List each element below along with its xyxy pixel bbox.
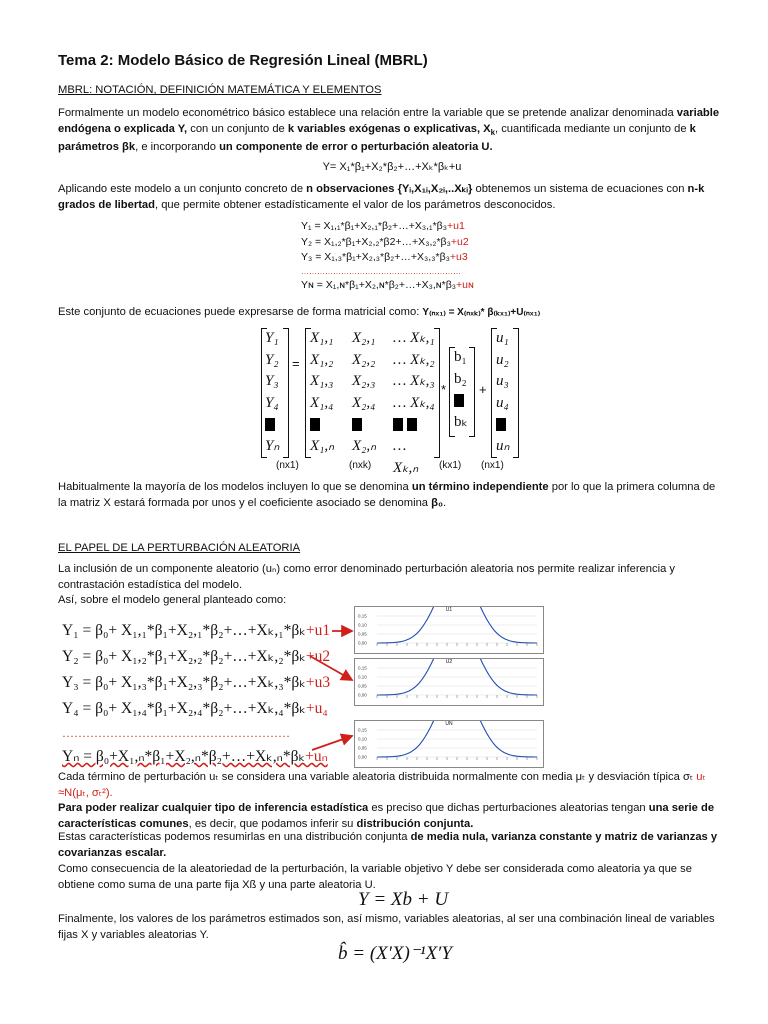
main-equation: Y= X₁*β₁+X₂*β₂+…+Xₖ*βₖ+u [322,161,462,173]
paragraph-inference: Para poder realizar cualquier tipo de inferencia estadística es preciso que dichas perturbaciones aleatorias tengan una serie de características comunes, es decir, que podamos inferir su distribución conjunta. [58,802,715,830]
y-tick-label: 0,05 [358,631,367,637]
paragraph-normal-distribution: Cada término de perturbación uₜ se considera una variable aleatoria distribuida normalmente con media μₜ y desviación típica σₜ uₜ ≈N(μₜ, σₜ²). [58,771,706,799]
equation-system [301,219,474,293]
vector-y: Y₁ Y₂ Y₃ Y₄ Yₙ [265,330,280,454]
stochastic-eq-row: Y₁ = β₀+ X₁,₁*β₁+X₂,₁*β₂+…+Xₖ,₁*βₖ+u1 [62,622,331,639]
stochastic-eq-row: Y₄ = β₀+ X₁,₄*β₁+X₂,₄*β₂+…+Xₖ,₄*βₖ+u₄ [62,700,328,717]
chart-plot [355,721,543,767]
matrix-x-col2: X₂,₁ X₂,₂ X₂,₃ X₂,₄ X₂,ₙ [352,330,377,454]
equals-sign: = [292,356,300,371]
paragraph-estimators: Finalmente, los valores de los parámetros estimados son, así mismo, variables aleatorias, al ser una combinación lineal de variables fijas X y variables aleatorias Y. [58,913,715,941]
arrow-un [312,736,352,750]
formula-y-xb-u: Y = Xb + U [358,889,449,910]
y-tick-label: 0,00 [358,754,367,760]
system-row: Y₂ = X₁,₂*β₁+X₂,₂*β2+…+X₃,₂*β₃+u2 [301,235,469,248]
section-heading-notation: MBRL: NOTACIÓN, DEFINICIÓN MATEMÁTICA Y ELEMENTOS [58,84,382,96]
paragraph-matrix-form: Este conjunto de ecuaciones puede expresarse de forma matricial como: Y₍ₙₓ₁₎ = X₍ₙₓₖ₎* β₍ₖₓ₁₎+U₍ₙₓ₁₎ [58,306,541,318]
paragraph-intercept: Habitualmente la mayoría de los modelos incluyen lo que se denomina un término independiente por lo que la primera columna de la matriz X estará formada por unos y el coeficiente asociado se denomina β₀. [58,481,716,509]
y-tick-label: 0,05 [358,745,367,751]
chart-title: U1 [445,607,453,613]
paragraph-model-intro: Así, sobre el modelo general planteado como: [58,594,287,606]
y-tick-label: 0,00 [358,640,367,646]
plus-sign: + [479,382,487,397]
y-tick-label: 0,15 [358,727,367,733]
y-tick-label: 0,00 [358,692,367,698]
chart-u2 [354,658,544,706]
paragraph-randomness: Como consecuencia de la aleatoriedad de la perturbación, la variable objetivo Y debe ser considerada como aleatoria ya que se obtiene como suma de una parte fija Xß y una parte aleatoria U. [58,863,692,891]
y-tick-label: 0,05 [358,683,367,689]
stochastic-equations [62,618,330,770]
dim-label-u: (nx1) [481,460,504,471]
paragraph-definition: Formalmente un modelo econométrico básico establece una relación entre la variable que se pretende analizar denominada variable endógena o explicada Y, con un conjunto de k variables exógenas o explicativas, $X_k$, cuantificada mediante un conjunto de k parámetros βk, e incorporando un componente de error o perturbación aleatoria U. [58,107,720,154]
system-dots: …………………………………………………… [301,266,461,276]
chart-plot [355,607,543,653]
y-tick-label: 0,15 [358,665,367,671]
y-tick-label: 0,10 [358,674,367,680]
formula-ols-estimator: b̂ = (X′X)⁻¹X′Y [338,943,452,964]
arrow-u2 [310,656,352,680]
chart-title: U2 [445,659,453,665]
stochastic-eq-last: Yₙ = β₀+X₁,ₙ*β₁+X₂,ₙ*β₂+…+Xₖ,ₙ*βₖ+uₙ [62,748,328,765]
vector-b: b₁ b₂ bₖ [454,349,468,430]
chart-un [354,720,544,768]
arrows-group [300,620,360,760]
stochastic-dots: ………………………………………………… [62,726,290,740]
chart-plot [355,659,543,705]
stochastic-eq-row: Y₂ = β₀+ X₁,₂*β₁+X₂,₂*β₂+…+Xₖ,₂*βₖ+u2 [62,648,331,665]
dim-label-y: (nx1) [276,460,299,471]
y-tick-label: 0,15 [358,613,367,619]
chart-u1 [354,606,544,654]
vector-u: u₁ u₂ u₃ u₄ uₙ [496,330,510,454]
paragraph-observations: Aplicando este modelo a un conjunto concreto de n observaciones {Yᵢ,X₁ᵢ,X₂ᵢ,..Xₖᵢ} obtenemos un sistema de ecuaciones con n-k grados de libertad, que permite obtener estadísticamente el valor de los parámetros desconocidos. [58,183,705,211]
paragraph-random-component: La inclusión de un componente aleatorio (uₙ) como error denominado perturbación aleatoria nos permite realizar inferencia y contrastación estadística del modelo. [58,563,676,591]
y-tick-label: 0,10 [358,622,367,628]
times-sign: * [441,382,447,397]
system-row: Y₃ = X₁,₃*β₁+X₂,₃*β₂+…+X₃,₃*β₃+u3 [301,251,468,263]
stochastic-eq-row: Y₃ = β₀+ X₁,₃*β₁+X₂,₃*β₂+…+Xₖ,₃*βₖ+u3 [62,674,331,691]
dim-label-x: (nxk) [349,460,372,471]
dim-label-b: (kx1) [439,460,462,471]
system-row: Y₁ = X₁,₁*β₁+X₂,₁*β₂+…+X₃,₁*β₃+u1 [301,220,465,232]
page-title: Tema 2: Modelo Básico de Regresión Lineal (MBRL) [58,52,428,69]
matrix-x-col1: X₁,₁ X₁,₂ X₁,₃ X₁,₄ X₁,ₙ [310,330,335,454]
section-heading-perturbation: EL PAPEL DE LA PERTURBACIÓN ALEATORIA [58,542,301,554]
paragraph-joint-distribution: Estas características podemos resumirlas en una distribución conjunta de media nula, varianza constante y matriz de varianzas y covarianzas escalar. [58,831,718,859]
system-row-last: Yɴ = X₁,ɴ*β₁+X₂,ɴ*β₂+…+X₃,ɴ*β₃+uɴ [301,278,474,291]
y-tick-label: 0,10 [358,736,367,742]
matrix-x-colk: … Xₖ,₁ … Xₖ,₂ … Xₖ,₃ … Xₖ,₄ … Xₖ,ₙ [393,330,435,476]
chart-title: UN [445,721,453,727]
